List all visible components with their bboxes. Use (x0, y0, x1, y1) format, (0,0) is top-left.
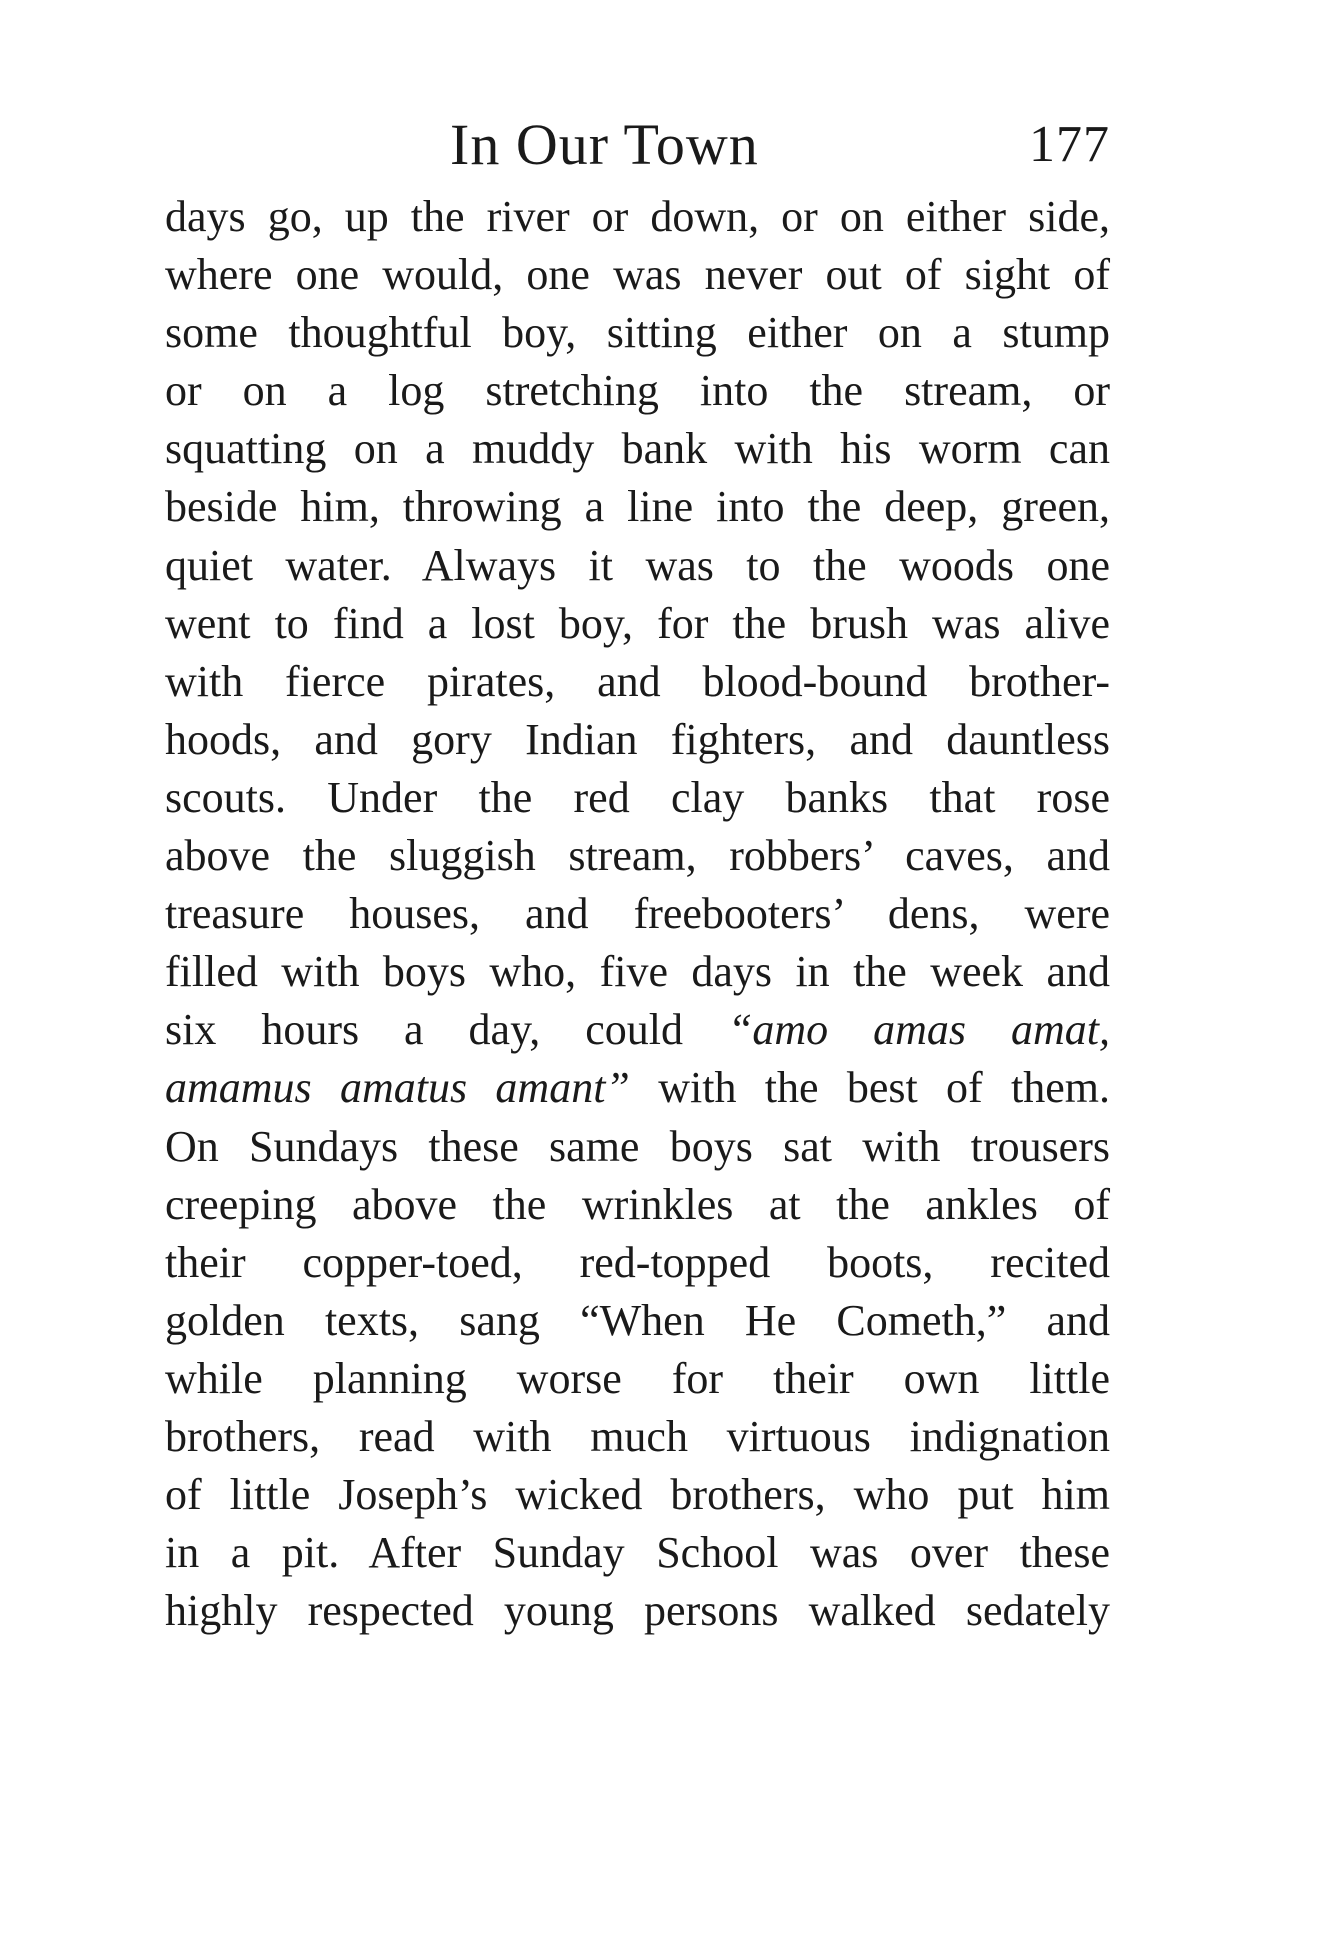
text-segment: six hours a day, could (165, 1005, 728, 1055)
text-line: in a pit. After Sunday School was over these (165, 1528, 1110, 1578)
text-line: golden texts, sang “When He Cometh,” and (165, 1295, 1110, 1345)
text-line: days go, up the river or down, or on either side, (165, 192, 1110, 241)
text-line: beside him, throwing a line into the deep, green, (165, 482, 1110, 532)
body-text (165, 188, 1110, 1640)
text-line: creeping above the wrinkles at the ankles of (165, 1179, 1110, 1229)
text-line: filled with boys who, five days in the week and (165, 947, 1110, 997)
text-line: scouts. Under the red clay banks that rose (165, 772, 1110, 822)
italic-latin-phrase: “amo amas amat, (727, 1005, 1110, 1055)
text-line (165, 1001, 1110, 1059)
text-line: where one would, one was never out of sight of (165, 250, 1110, 300)
text-line: went to find a lost boy, for the brush was alive (165, 598, 1110, 648)
text-line: some thoughtful boy, sitting either on a stump (165, 308, 1110, 358)
text-line: brothers, read with much virtuous indignation (165, 1411, 1110, 1461)
text-line: treasure houses, and freebooters’ dens, were (165, 889, 1110, 939)
running-head (165, 110, 1110, 180)
text-line: squatting on a muddy bank with his worm can (165, 424, 1110, 474)
page-number: 177 (1029, 116, 1110, 173)
text-line: highly respected young persons walked sedately (165, 1586, 1110, 1636)
text-line: quiet water. Always it was to the woods one (165, 540, 1110, 590)
text-line: of little Joseph’s wicked brothers, who put him (165, 1470, 1110, 1520)
text-line: above the sluggish stream, robbers’ caves, and (165, 831, 1110, 881)
text-line: On Sundays these same boys sat with trousers (165, 1121, 1110, 1171)
text-line: or on a log stretching into the stream, or (165, 366, 1110, 416)
text-line (165, 1059, 1110, 1117)
text-line: hoods, and gory Indian fighters, and dauntless (165, 714, 1110, 764)
text-line: with fierce pirates, and blood-bound brother- (165, 656, 1110, 706)
italic-latin-phrase: amamus amatus amant” (165, 1063, 630, 1113)
text-line: while planning worse for their own little (165, 1353, 1110, 1403)
running-title: In Our Town (450, 112, 759, 177)
text-segment: with the best of them. (629, 1063, 1110, 1113)
text-line: their copper-toed, red-topped boots, recited (165, 1237, 1110, 1287)
